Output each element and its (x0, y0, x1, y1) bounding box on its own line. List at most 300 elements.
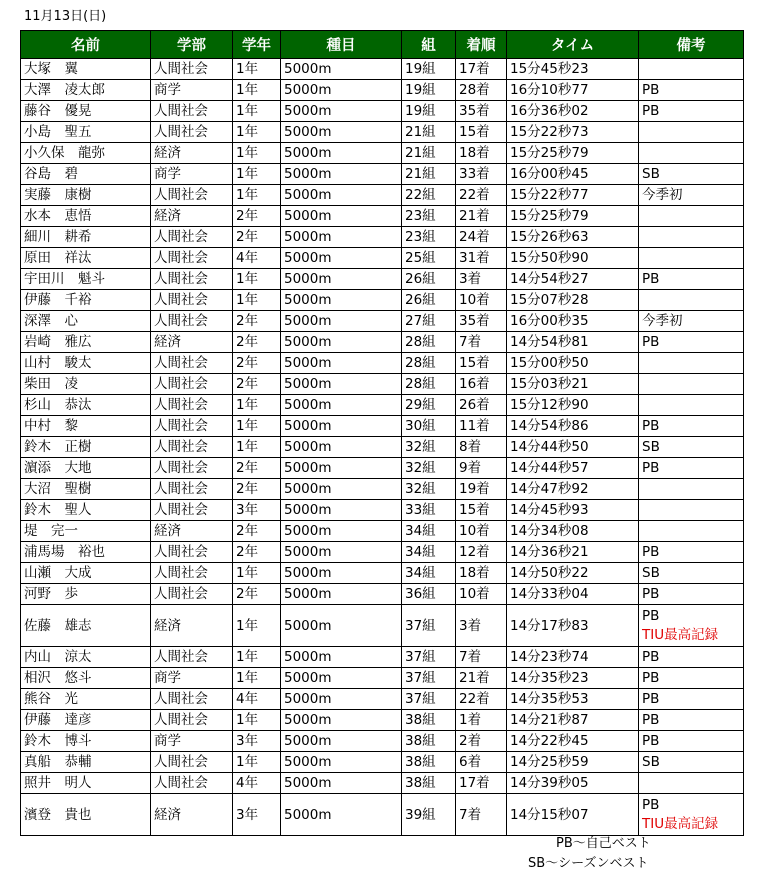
table-row (21, 164, 744, 185)
cell-heat: 21組 (402, 122, 456, 143)
table-row (21, 143, 744, 164)
note-text: PB (642, 711, 660, 728)
table-row (21, 395, 744, 416)
cell-name: 浦馬場 裕也 (21, 542, 151, 563)
record-note-text: TIU最高記録 (642, 815, 719, 832)
cell-time: 15分26秒63 (507, 227, 639, 248)
table-row (21, 710, 744, 731)
cell-heat: 25組 (402, 248, 456, 269)
cell-note (639, 185, 744, 206)
cell-name: 堤 完一 (21, 521, 151, 542)
cell-name: 鈴木 聖人 (21, 500, 151, 521)
cell-heat: 19組 (402, 59, 456, 80)
table-row (21, 752, 744, 773)
cell-heat: 38組 (402, 731, 456, 752)
cell-place: 10着 (456, 290, 507, 311)
cell-note (639, 122, 744, 143)
cell-note (639, 395, 744, 416)
cell-year: 4年 (233, 773, 281, 794)
cell-event: 5000m (281, 395, 402, 416)
cell-event: 5000m (281, 500, 402, 521)
cell-time: 14分54秒86 (507, 416, 639, 437)
note-text: PB (642, 585, 660, 602)
cell-event: 5000m (281, 80, 402, 101)
cell-name: 山瀬 大成 (21, 563, 151, 584)
cell-event: 5000m (281, 416, 402, 437)
cell-name: 原田 祥汰 (21, 248, 151, 269)
cell-faculty: 人間社会 (151, 185, 233, 206)
cell-place: 11着 (456, 416, 507, 437)
table-row (21, 668, 744, 689)
note-text: SB (642, 165, 660, 182)
cell-time: 16分10秒77 (507, 80, 639, 101)
cell-time: 15分25秒79 (507, 206, 639, 227)
cell-place: 22着 (456, 689, 507, 710)
cell-heat: 37組 (402, 647, 456, 668)
table-row (21, 479, 744, 500)
note-text: PB (642, 81, 660, 98)
cell-note (639, 605, 744, 647)
cell-year: 2年 (233, 311, 281, 332)
cell-event: 5000m (281, 437, 402, 458)
cell-faculty: 人間社会 (151, 563, 233, 584)
cell-event: 5000m (281, 59, 402, 80)
cell-name: 大沼 聖樹 (21, 479, 151, 500)
cell-year: 1年 (233, 80, 281, 101)
cell-faculty: 経済 (151, 521, 233, 542)
cell-note (639, 647, 744, 668)
cell-name: 伊藤 千裕 (21, 290, 151, 311)
note-text: PB (642, 796, 660, 813)
cell-time: 14分23秒74 (507, 647, 639, 668)
cell-note (639, 773, 744, 794)
table-row (21, 59, 744, 80)
cell-time: 14分34秒08 (507, 521, 639, 542)
cell-year: 3年 (233, 500, 281, 521)
cell-place: 18着 (456, 143, 507, 164)
cell-event: 5000m (281, 794, 402, 836)
note-text: PB (642, 669, 660, 686)
cell-event: 5000m (281, 122, 402, 143)
cell-event: 5000m (281, 584, 402, 605)
table-row (21, 185, 744, 206)
legend-sb: SB～シーズンベスト (528, 856, 649, 871)
cell-name: 水本 恵悟 (21, 206, 151, 227)
cell-heat: 23組 (402, 206, 456, 227)
cell-name: 大塚 翼 (21, 59, 151, 80)
cell-year: 2年 (233, 479, 281, 500)
cell-faculty: 人間社会 (151, 752, 233, 773)
cell-year: 1年 (233, 605, 281, 647)
table-row (21, 353, 744, 374)
cell-note (639, 332, 744, 353)
cell-note (639, 689, 744, 710)
cell-name: 岩崎 雅広 (21, 332, 151, 353)
cell-time: 14分50秒22 (507, 563, 639, 584)
cell-time: 15分22秒77 (507, 185, 639, 206)
cell-year: 1年 (233, 710, 281, 731)
cell-year: 1年 (233, 101, 281, 122)
cell-note (639, 542, 744, 563)
cell-year: 2年 (233, 521, 281, 542)
cell-note (639, 752, 744, 773)
cell-heat: 38組 (402, 773, 456, 794)
table-row (21, 269, 744, 290)
cell-time: 14分45秒93 (507, 500, 639, 521)
cell-year: 2年 (233, 542, 281, 563)
cell-year: 1年 (233, 668, 281, 689)
cell-place: 10着 (456, 584, 507, 605)
note-text: PB (642, 333, 660, 350)
legend (520, 834, 680, 874)
note-text: 今季初 (642, 186, 683, 203)
cell-name: 伊藤 達彦 (21, 710, 151, 731)
cell-event: 5000m (281, 248, 402, 269)
cell-heat: 21組 (402, 164, 456, 185)
table-row (21, 458, 744, 479)
cell-event: 5000m (281, 479, 402, 500)
note-text: PB (642, 102, 660, 119)
cell-year: 4年 (233, 248, 281, 269)
column-header-faculty: 学部 (151, 31, 233, 59)
cell-note (639, 437, 744, 458)
cell-note (639, 458, 744, 479)
cell-place: 7着 (456, 647, 507, 668)
cell-year: 1年 (233, 647, 281, 668)
cell-place: 21着 (456, 206, 507, 227)
cell-event: 5000m (281, 143, 402, 164)
cell-time: 15分00秒50 (507, 353, 639, 374)
cell-note (639, 416, 744, 437)
cell-event: 5000m (281, 647, 402, 668)
cell-heat: 38組 (402, 752, 456, 773)
cell-place: 3着 (456, 269, 507, 290)
cell-heat: 28組 (402, 353, 456, 374)
cell-time: 14分39秒05 (507, 773, 639, 794)
table-row (21, 122, 744, 143)
cell-year: 1年 (233, 416, 281, 437)
note-text: PB (642, 270, 660, 287)
cell-faculty: 人間社会 (151, 458, 233, 479)
cell-faculty: 人間社会 (151, 416, 233, 437)
cell-time: 15分45秒23 (507, 59, 639, 80)
cell-heat: 39組 (402, 794, 456, 836)
cell-place: 1着 (456, 710, 507, 731)
cell-heat: 22組 (402, 185, 456, 206)
cell-faculty: 人間社会 (151, 101, 233, 122)
cell-year: 2年 (233, 584, 281, 605)
cell-place: 16着 (456, 374, 507, 395)
cell-event: 5000m (281, 542, 402, 563)
cell-heat: 32組 (402, 479, 456, 500)
cell-name: 深澤 心 (21, 311, 151, 332)
cell-event: 5000m (281, 374, 402, 395)
column-header-time: タイム (507, 31, 639, 59)
cell-place: 31着 (456, 248, 507, 269)
cell-event: 5000m (281, 605, 402, 647)
cell-time: 14分44秒50 (507, 437, 639, 458)
table-row (21, 605, 744, 647)
cell-year: 1年 (233, 395, 281, 416)
cell-name: 濱登 貴也 (21, 794, 151, 836)
note-text: SB (642, 438, 660, 455)
cell-event: 5000m (281, 752, 402, 773)
note-text: SB (642, 564, 660, 581)
cell-event: 5000m (281, 668, 402, 689)
cell-name: 谷島 碧 (21, 164, 151, 185)
cell-name: 大澤 凌太郎 (21, 80, 151, 101)
column-header-year: 学年 (233, 31, 281, 59)
cell-note (639, 59, 744, 80)
cell-faculty: 経済 (151, 332, 233, 353)
cell-place: 26着 (456, 395, 507, 416)
cell-place: 10着 (456, 521, 507, 542)
cell-name: 佐藤 雄志 (21, 605, 151, 647)
cell-event: 5000m (281, 332, 402, 353)
cell-time: 14分35秒23 (507, 668, 639, 689)
cell-heat: 26組 (402, 290, 456, 311)
cell-heat: 27組 (402, 311, 456, 332)
cell-name: 真船 恭輔 (21, 752, 151, 773)
cell-place: 12着 (456, 542, 507, 563)
cell-event: 5000m (281, 731, 402, 752)
cell-time: 16分00秒45 (507, 164, 639, 185)
cell-time: 14分33秒04 (507, 584, 639, 605)
cell-time: 14分15秒07 (507, 794, 639, 836)
cell-heat: 38組 (402, 710, 456, 731)
cell-name: 実藤 康樹 (21, 185, 151, 206)
cell-time: 14分25秒59 (507, 752, 639, 773)
cell-event: 5000m (281, 206, 402, 227)
cell-event: 5000m (281, 521, 402, 542)
cell-year: 1年 (233, 143, 281, 164)
cell-faculty: 人間社会 (151, 395, 233, 416)
cell-heat: 33組 (402, 500, 456, 521)
cell-place: 8着 (456, 437, 507, 458)
cell-faculty: 経済 (151, 794, 233, 836)
cell-name: 柴田 凌 (21, 374, 151, 395)
table-row (21, 689, 744, 710)
cell-time: 15分07秒28 (507, 290, 639, 311)
cell-note (639, 794, 744, 836)
cell-time: 16分36秒02 (507, 101, 639, 122)
cell-heat: 34組 (402, 542, 456, 563)
cell-time: 15分12秒90 (507, 395, 639, 416)
cell-faculty: 人間社会 (151, 500, 233, 521)
cell-event: 5000m (281, 458, 402, 479)
cell-time: 14分21秒87 (507, 710, 639, 731)
table-row (21, 731, 744, 752)
cell-note (639, 311, 744, 332)
table-row (21, 773, 744, 794)
cell-year: 2年 (233, 227, 281, 248)
cell-faculty: 人間社会 (151, 437, 233, 458)
cell-note (639, 101, 744, 122)
cell-year: 2年 (233, 458, 281, 479)
cell-name: 河野 歩 (21, 584, 151, 605)
cell-place: 7着 (456, 794, 507, 836)
cell-note (639, 290, 744, 311)
cell-note (639, 563, 744, 584)
cell-heat: 28組 (402, 332, 456, 353)
cell-note (639, 353, 744, 374)
cell-name: 藤谷 優晃 (21, 101, 151, 122)
cell-heat: 32組 (402, 437, 456, 458)
column-header-name: 名前 (21, 31, 151, 59)
cell-heat: 23組 (402, 227, 456, 248)
cell-faculty: 人間社会 (151, 227, 233, 248)
cell-faculty: 経済 (151, 605, 233, 647)
cell-name: 熊谷 光 (21, 689, 151, 710)
cell-name: 相沢 悠斗 (21, 668, 151, 689)
cell-time: 15分50秒90 (507, 248, 639, 269)
cell-note (639, 80, 744, 101)
cell-note (639, 731, 744, 752)
cell-name: 内山 涼太 (21, 647, 151, 668)
cell-faculty: 人間社会 (151, 773, 233, 794)
cell-heat: 28組 (402, 374, 456, 395)
cell-name: 山村 駿太 (21, 353, 151, 374)
cell-note (639, 521, 744, 542)
note-text: 今季初 (642, 312, 683, 329)
cell-faculty: 人間社会 (151, 59, 233, 80)
cell-year: 2年 (233, 206, 281, 227)
cell-time: 15分25秒79 (507, 143, 639, 164)
table-row (21, 206, 744, 227)
cell-faculty: 人間社会 (151, 710, 233, 731)
note-text: PB (642, 648, 660, 665)
note-text: PB (642, 607, 660, 624)
column-header-note: 備考 (639, 31, 744, 59)
table-row (21, 290, 744, 311)
cell-note (639, 143, 744, 164)
cell-event: 5000m (281, 269, 402, 290)
cell-time: 14分54秒27 (507, 269, 639, 290)
table-row (21, 80, 744, 101)
cell-heat: 37組 (402, 668, 456, 689)
date-label: 11月13日(日) (24, 9, 107, 24)
cell-heat: 37組 (402, 689, 456, 710)
cell-place: 35着 (456, 101, 507, 122)
table-row (21, 563, 744, 584)
cell-name: 小島 聖五 (21, 122, 151, 143)
note-text: PB (642, 732, 660, 749)
cell-note (639, 269, 744, 290)
cell-heat: 36組 (402, 584, 456, 605)
cell-event: 5000m (281, 164, 402, 185)
cell-event: 5000m (281, 185, 402, 206)
cell-place: 15着 (456, 353, 507, 374)
results-table (20, 30, 744, 836)
cell-event: 5000m (281, 353, 402, 374)
cell-event: 5000m (281, 563, 402, 584)
cell-event: 5000m (281, 689, 402, 710)
note-text: SB (642, 753, 660, 770)
cell-faculty: 商学 (151, 164, 233, 185)
cell-note (639, 500, 744, 521)
cell-name: 細川 耕希 (21, 227, 151, 248)
cell-year: 2年 (233, 353, 281, 374)
cell-place: 15着 (456, 122, 507, 143)
cell-name: 照井 明人 (21, 773, 151, 794)
note-text: PB (642, 543, 660, 560)
cell-name: 鈴木 正樹 (21, 437, 151, 458)
cell-faculty: 人間社会 (151, 269, 233, 290)
cell-place: 17着 (456, 773, 507, 794)
cell-heat: 32組 (402, 458, 456, 479)
note-text: PB (642, 417, 660, 434)
cell-year: 2年 (233, 332, 281, 353)
cell-time: 14分35秒53 (507, 689, 639, 710)
cell-name: 杉山 恭汰 (21, 395, 151, 416)
cell-place: 17着 (456, 59, 507, 80)
cell-event: 5000m (281, 101, 402, 122)
cell-time: 14分44秒57 (507, 458, 639, 479)
cell-year: 1年 (233, 185, 281, 206)
record-note-text: TIU最高記録 (642, 626, 719, 643)
cell-heat: 34組 (402, 563, 456, 584)
cell-faculty: 商学 (151, 731, 233, 752)
cell-year: 2年 (233, 374, 281, 395)
cell-faculty: 人間社会 (151, 248, 233, 269)
cell-time: 16分00秒35 (507, 311, 639, 332)
cell-time: 15分22秒73 (507, 122, 639, 143)
cell-year: 4年 (233, 689, 281, 710)
cell-faculty: 人間社会 (151, 290, 233, 311)
cell-faculty: 人間社会 (151, 647, 233, 668)
cell-faculty: 経済 (151, 206, 233, 227)
cell-place: 2着 (456, 731, 507, 752)
table-row (21, 521, 744, 542)
cell-year: 1年 (233, 563, 281, 584)
cell-heat: 21組 (402, 143, 456, 164)
cell-note (639, 164, 744, 185)
results-body (21, 59, 744, 836)
note-text: PB (642, 459, 660, 476)
cell-heat: 30組 (402, 416, 456, 437)
cell-faculty: 商学 (151, 668, 233, 689)
cell-time: 14分36秒21 (507, 542, 639, 563)
cell-note (639, 668, 744, 689)
cell-place: 15着 (456, 500, 507, 521)
cell-faculty: 人間社会 (151, 584, 233, 605)
cell-time: 14分47秒92 (507, 479, 639, 500)
cell-place: 7着 (456, 332, 507, 353)
table-row (21, 437, 744, 458)
table-row (21, 332, 744, 353)
cell-year: 3年 (233, 794, 281, 836)
column-header-place: 着順 (456, 31, 507, 59)
cell-event: 5000m (281, 227, 402, 248)
cell-place: 22着 (456, 185, 507, 206)
cell-name: 濵添 大地 (21, 458, 151, 479)
cell-heat: 26組 (402, 269, 456, 290)
legend-pb: PB～自己ベスト (556, 836, 651, 851)
cell-year: 1年 (233, 437, 281, 458)
cell-faculty: 人間社会 (151, 353, 233, 374)
cell-faculty: 商学 (151, 80, 233, 101)
cell-faculty: 人間社会 (151, 479, 233, 500)
table-row (21, 500, 744, 521)
cell-faculty: 人間社会 (151, 311, 233, 332)
cell-event: 5000m (281, 773, 402, 794)
cell-name: 鈴木 博斗 (21, 731, 151, 752)
cell-note (639, 206, 744, 227)
table-row (21, 374, 744, 395)
table-row (21, 794, 744, 836)
cell-faculty: 経済 (151, 143, 233, 164)
cell-heat: 29組 (402, 395, 456, 416)
